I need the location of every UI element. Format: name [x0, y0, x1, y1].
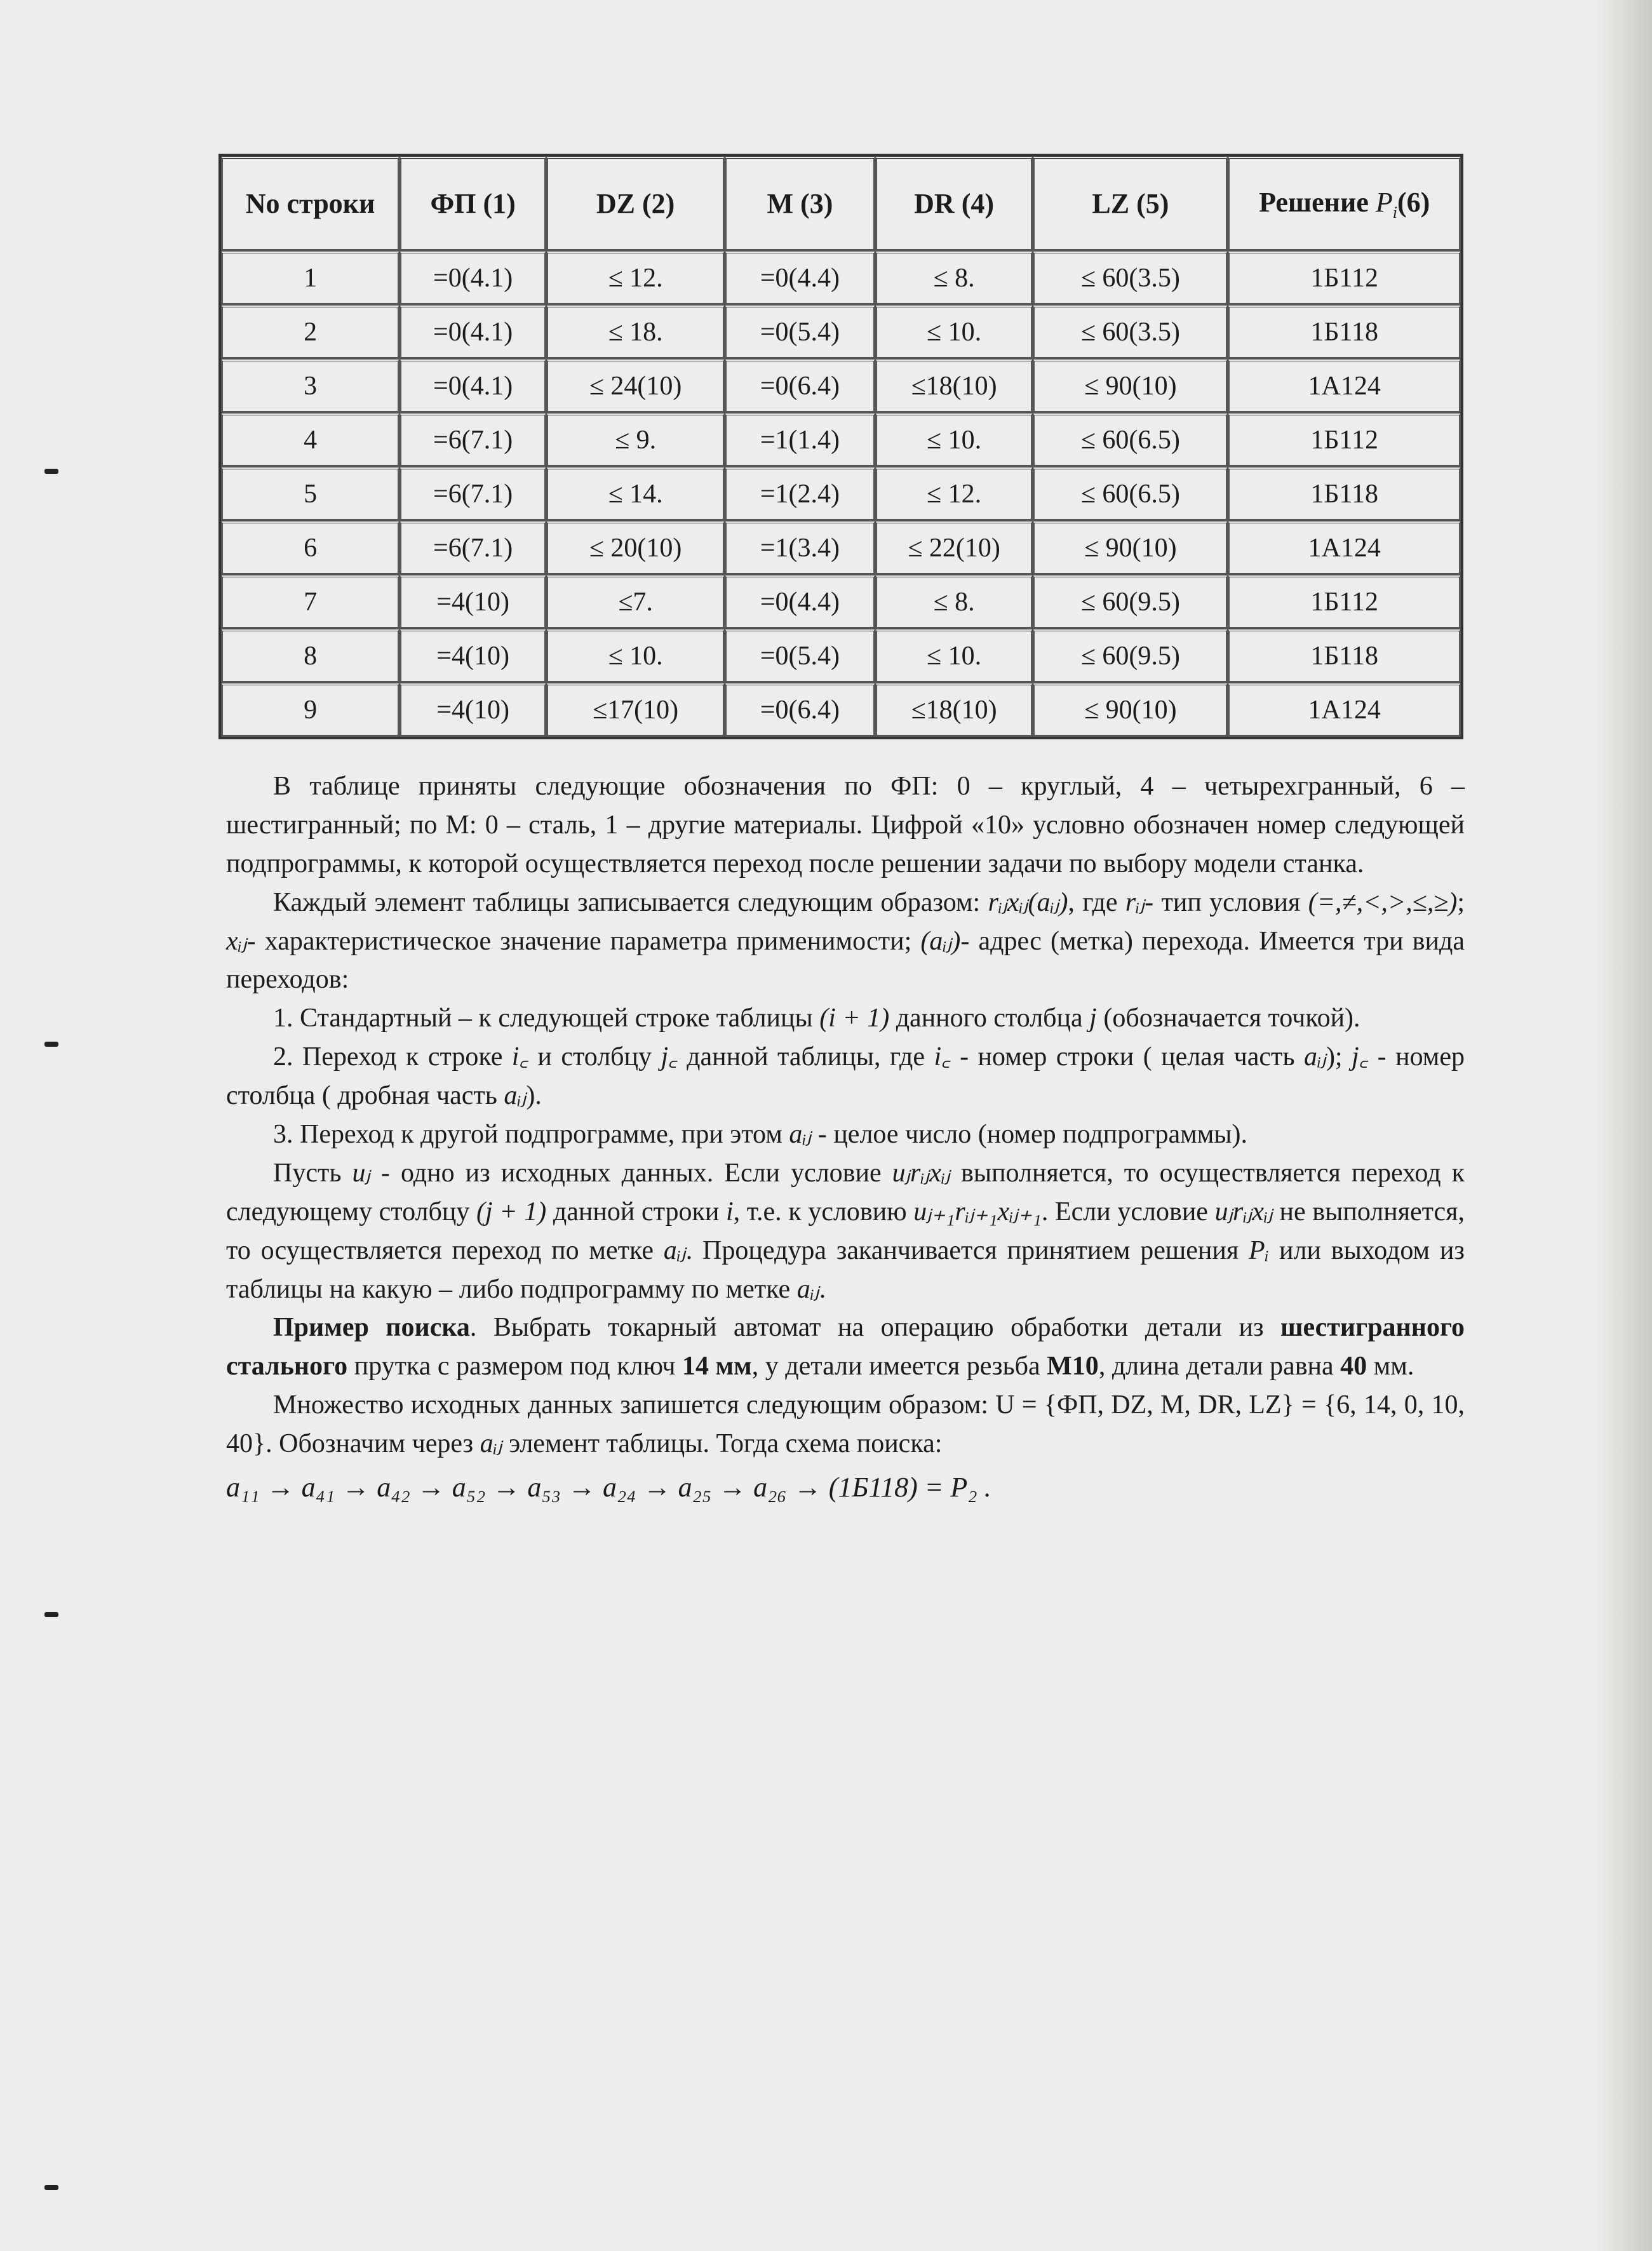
cell-lz: ≤ 90(10) — [1033, 359, 1228, 413]
cell-m: =0(6.4) — [725, 359, 875, 413]
paragraph-input-set: Множество исходных данных запишется следующим образом: U = {ФП, DZ, M, DR, LZ} = {6, 14, 0, 10, 40}. Обозначим через aᵢⱼ элемент таблицы. Тогда схема поиска: — [226, 1390, 1465, 1459]
cell-fp: =6(7.1) — [400, 467, 546, 521]
cell-lz: ≤ 60(6.5) — [1033, 413, 1228, 467]
body-text — [226, 767, 1465, 1508]
cell-decision: 1А124 — [1228, 521, 1461, 575]
cell-dr: ≤18(10) — [875, 359, 1033, 413]
table-row — [221, 359, 1461, 413]
formula-element: rᵢⱼxᵢⱼ(aᵢⱼ) — [988, 887, 1068, 917]
paragraph-notation: В таблице приняты следующие обозначения по ФП: 0 – круглый, 4 – четырехгранный, 6 – шестигранный; по М: 0 – сталь, 1 – другие материалы. Цифрой «10» условно обозначен номер следующей подпрограммы, к которой осуществляется переход после решении задачи по выбору модели станка. — [226, 772, 1465, 878]
cell-decision: 1А124 — [1228, 683, 1461, 737]
binding-mark — [44, 2185, 58, 2190]
cell-dr: ≤ 8. — [875, 251, 1033, 305]
cell-dr: ≤ 8. — [875, 575, 1033, 629]
cell-dz: ≤7. — [546, 575, 725, 629]
cell-dr: ≤ 10. — [875, 413, 1033, 467]
cell-fp: =0(4.1) — [400, 305, 546, 359]
cell-decision: 1Б118 — [1228, 305, 1461, 359]
list-item-standard: 1. Стандартный – к следующей строке таблицы (i + 1) данного столбца j (обозначается точкой). — [273, 1004, 1360, 1033]
paragraph-example: Пример поиска. Выбрать токарный автомат на операцию обработки детали из шестигранного стального прутка с размером под ключ 14 мм, у детали имеется резьба М10, длина детали равна 40 мм. — [226, 1313, 1465, 1381]
cell-lz: ≤ 60(3.5) — [1033, 251, 1228, 305]
cell-decision: 1Б112 — [1228, 575, 1461, 629]
header-decision-number: (6) — [1397, 186, 1430, 218]
page-edge-shadow — [1595, 0, 1652, 2251]
machine-selection-table — [218, 154, 1463, 739]
table-row — [221, 521, 1461, 575]
table-row — [221, 467, 1461, 521]
cell-m: =0(6.4) — [725, 683, 875, 737]
search-scheme-formula: a₁₁ → a₄₁ → a₄₂ → a₅₂ → a₅₃ → a₂₄ → a₂₅ → a₂₆ → (1Б118) = P₂ . — [226, 1472, 991, 1503]
list-item-jump: 2. Переход к строке i꜀ и столбцу j꜀ данной таблицы, где i꜀ - номер строки ( целая часть aᵢⱼ); j꜀ - номер столбца ( дробная часть aᵢⱼ). — [226, 1042, 1465, 1111]
cell-lz: ≤ 60(9.5) — [1033, 575, 1228, 629]
cell-lz: ≤ 60(3.5) — [1033, 305, 1228, 359]
cell-m: =1(1.4) — [725, 413, 875, 467]
cell-row-number: 4 — [221, 413, 400, 467]
cell-lz: ≤ 60(6.5) — [1033, 467, 1228, 521]
cell-dr: ≤18(10) — [875, 683, 1033, 737]
cell-dz: ≤ 14. — [546, 467, 725, 521]
cell-fp: =0(4.1) — [400, 359, 546, 413]
cell-dr: ≤ 22(10) — [875, 521, 1033, 575]
cell-dr: ≤ 12. — [875, 467, 1033, 521]
cell-m: =0(4.4) — [725, 251, 875, 305]
table-row — [221, 575, 1461, 629]
table-row — [221, 305, 1461, 359]
header-decision-label: Решение — [1259, 186, 1369, 218]
table-header-row — [221, 156, 1461, 251]
cell-row-number: 2 — [221, 305, 400, 359]
cell-row-number: 5 — [221, 467, 400, 521]
cell-dz: ≤ 9. — [546, 413, 725, 467]
table-row — [221, 683, 1461, 737]
cell-dr: ≤ 10. — [875, 629, 1033, 683]
header-dr: DR (4) — [875, 156, 1033, 251]
cell-dz: ≤ 10. — [546, 629, 725, 683]
cell-fp: =4(10) — [400, 629, 546, 683]
list-item-subprogram: 3. Переход к другой подпрограмме, при этом aᵢⱼ - целое число (номер подпрограммы). — [273, 1120, 1247, 1150]
binding-mark — [44, 469, 58, 474]
paragraph-procedure: Пусть uⱼ - одно из исходных данных. Если условие uⱼrᵢⱼxᵢⱼ выполняется, то осуществляется переход к следующему столбцу (j + 1) данной строки i, т.е. к условию uⱼ₊₁rᵢⱼ₊₁xᵢⱼ₊₁. Если условие uⱼrᵢⱼxᵢⱼ не выполняется, то осуществляется переход по метке aᵢⱼ. Процедура заканчивается принятием решения Pᵢ или выходом из таблицы на какую – либо подпрограмму по метке aᵢⱼ. — [226, 1158, 1465, 1304]
cell-row-number: 1 — [221, 251, 400, 305]
cell-dz: ≤ 18. — [546, 305, 725, 359]
cell-lz: ≤ 60(9.5) — [1033, 629, 1228, 683]
header-decision — [1228, 156, 1461, 251]
cell-fp: =6(7.1) — [400, 413, 546, 467]
cell-decision: 1Б118 — [1228, 467, 1461, 521]
cell-fp: =0(4.1) — [400, 251, 546, 305]
cell-m: =0(5.4) — [725, 305, 875, 359]
cell-m: =1(3.4) — [725, 521, 875, 575]
cell-m: =1(2.4) — [725, 467, 875, 521]
header-lz: LZ (5) — [1033, 156, 1228, 251]
cell-dz: ≤ 24(10) — [546, 359, 725, 413]
cell-decision: 1Б112 — [1228, 413, 1461, 467]
table-row — [221, 629, 1461, 683]
header-decision-symbol: $P_i$ — [1375, 186, 1397, 222]
cell-row-number: 7 — [221, 575, 400, 629]
cell-fp: =4(10) — [400, 575, 546, 629]
cell-fp: =4(10) — [400, 683, 546, 737]
cell-row-number: 8 — [221, 629, 400, 683]
cell-lz: ≤ 90(10) — [1033, 521, 1228, 575]
cell-m: =0(5.4) — [725, 629, 875, 683]
header-m: M (3) — [725, 156, 875, 251]
header-row-number: No строки — [221, 156, 400, 251]
cell-decision: 1А124 — [1228, 359, 1461, 413]
cell-lz: ≤ 90(10) — [1033, 683, 1228, 737]
cell-m: =0(4.4) — [725, 575, 875, 629]
table-row — [221, 413, 1461, 467]
paragraph-element-format: Каждый элемент таблицы записывается следующим образом: rᵢⱼxᵢⱼ(aᵢⱼ), где rᵢⱼ- тип условия (=,≠,<,>,≤,≥); xᵢⱼ- характеристическое значение параметра применимости; (aᵢⱼ)- адрес (метка) перехода. Имеется три вида переходов: — [226, 887, 1465, 995]
cell-decision: 1Б118 — [1228, 629, 1461, 683]
cell-dz: ≤17(10) — [546, 683, 725, 737]
header-fp: ФП (1) — [400, 156, 546, 251]
binding-mark — [44, 1042, 58, 1047]
cell-dz: ≤ 20(10) — [546, 521, 725, 575]
cell-dr: ≤ 10. — [875, 305, 1033, 359]
cell-row-number: 9 — [221, 683, 400, 737]
cell-fp: =6(7.1) — [400, 521, 546, 575]
cell-row-number: 3 — [221, 359, 400, 413]
cell-row-number: 6 — [221, 521, 400, 575]
header-dz: DZ (2) — [546, 156, 725, 251]
cell-dz: ≤ 12. — [546, 251, 725, 305]
binding-mark — [44, 1612, 58, 1617]
cell-decision: 1Б112 — [1228, 251, 1461, 305]
table-row — [221, 251, 1461, 305]
